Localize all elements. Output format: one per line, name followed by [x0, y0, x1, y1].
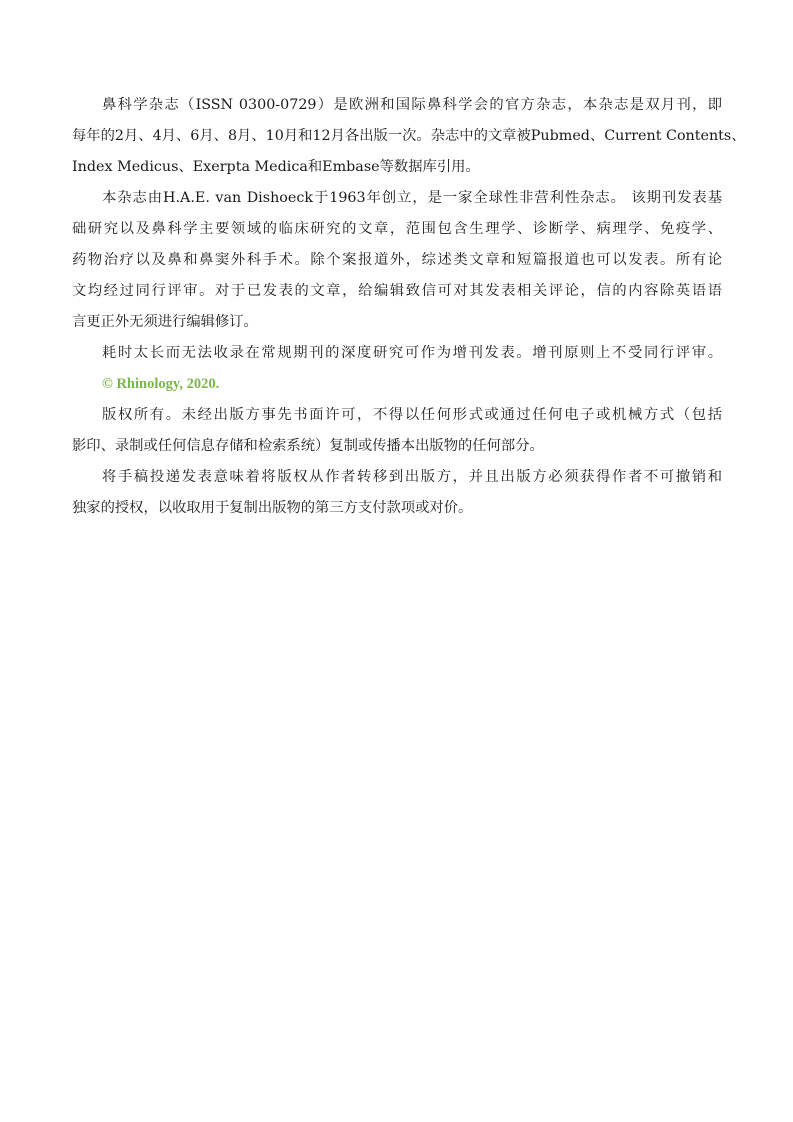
text-line: 每年的2月、4月、6月、8月、10月和12月各出版一次。杂志中的文章被Pubmed、Current Contents、 — [72, 128, 746, 144]
paragraph-copyright-transfer — [72, 462, 722, 524]
text-line: 耗时太长而无法收录在常规期刊的深度研究可作为增刊发表。增刊原则上不受同行评审。 — [102, 345, 722, 361]
text-line: 文均经过同行评审。对于已发表的文章，给编辑致信可对其发表相关评论，信的内容除英语语 — [72, 283, 722, 299]
text-line: 将手稿投递发表意味着将版权从作者转移到出版方，并且出版方必须获得作者不可撤销和 — [102, 469, 722, 485]
text-line: 言更正外无须进行编辑修订。 — [72, 314, 258, 330]
text-line: 鼻科学杂志（ISSN 0300-0729）是欧洲和国际鼻科学会的官方杂志，本杂志是双月刊，即 — [102, 97, 722, 113]
document-body — [72, 90, 746, 524]
text-line: 独家的授权，以收取用于复制出版物的第三方支付款项或对价。 — [72, 500, 473, 516]
text-line: 影印、录制或任何信息存储和检索系统）复制或传播本出版物的任何部分。 — [72, 438, 544, 454]
paragraph-journal-info — [72, 90, 746, 183]
text-line: Index Medicus、Exerpta Medica和Embase等数据库引用。 — [72, 159, 480, 175]
paragraph-supplements — [72, 338, 722, 369]
text-line: 版权所有。未经出版方事先书面许可，不得以任何形式或通过任何电子或机械方式（包括 — [102, 407, 722, 423]
paragraph-rights-reserved — [72, 400, 722, 462]
copyright-notice — [72, 369, 722, 400]
paragraph-history-scope — [72, 183, 722, 338]
text-line: 础研究以及鼻科学主要领域的临床研究的文章，范围包含生理学、诊断学、病理学、免疫学、 — [72, 221, 722, 237]
text-line: 本杂志由H.A.E. van Dishoeck于1963年创立，是一家全球性非营利性杂志。 该期刊发表基 — [102, 190, 722, 206]
copyright-text: © Rhinology, 2020. — [102, 376, 220, 392]
text-line: 药物治疗以及鼻和鼻窦外科手术。除个案报道外，综述类文章和短篇报道也可以发表。所有论 — [72, 252, 722, 268]
